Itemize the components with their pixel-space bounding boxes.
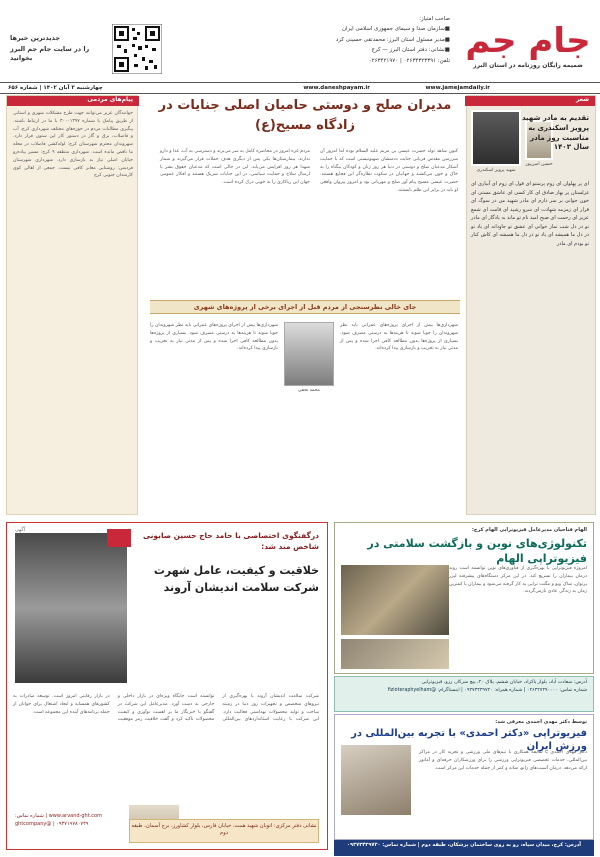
- company-ad-super: درگفتگوی اختصاصی با حامد حاج حسین صابونی شاخص مند شد:: [143, 531, 319, 551]
- poem-column: [466, 95, 596, 515]
- author-caption: محمد نجفی: [298, 388, 320, 393]
- poem-caption: شهید پرویز اسکندری: [476, 168, 516, 173]
- poem-body: ای پر پهلوان ای زوم پرستو ای قول ای زوم ای آبیاری ای غزلستان پر بهار صادق ای کار کسی ای عاشق مستی ای خون جوانی بر سر دارم ای مادر شهید من در سوگ ای قرار ای زمزمه شهادت ای سرو رشید ای قامت ای شمع عزیز ای رحمت ای صبح امید نام تو ماند به یادگار ای مادر تو در دل شب نماز خوانی ای عشق تو جاودانه ای یاد تو در دل ما همیشه ای یاد تو در دل ما همیشه ای کاش کنار تو بودم ای مادر: [471, 181, 589, 247]
- sub-article-text: شهرداری‌ها پیش از اجرای پروژه‌های عمرانی باید نظر شهروندان را جویا شوند تا هزینه‌ها به درستی مصرف شود. بسیاری از پروژه‌ها بدون مطالعه کافی اجرا شده و پس از مدتی نیاز به تخریب و بازسازی پیدا کرده‌اند.: [150, 323, 278, 352]
- sub-article-banner: جای خالی نظرسنجی از مردم قبل از اجرای برخی از پروژه‌های شهری: [150, 300, 460, 314]
- company-logo-badge: [107, 529, 131, 547]
- company-ad-contact[interactable]: www.arvand-ght.com | شماره تماس: ۰۹۳۷۱۹۷۸۰۷۳۹ | @ghtcompany: [15, 813, 102, 827]
- company-ad: [6, 522, 328, 850]
- dateline: [0, 82, 600, 94]
- tech-ad-contact: شماره تماس: ۰۲۶۳۲۷۳۹۰۰۰۰ | شماره همراه: ۰۹۳۷۳۴۳۹۷۲۰ | اینستاگرام: @fizioteraphyelham: [387, 688, 587, 694]
- public-messages-column: [6, 95, 138, 515]
- website-link[interactable]: www.jamejamdaily.ir: [425, 85, 490, 91]
- slogan-line: را در سایت جام جم البرز بخوانید: [10, 44, 90, 62]
- info-line: ■نشانی: دفتر استان البرز — کرج: [371, 47, 450, 54]
- masthead: [0, 0, 600, 80]
- physio-ad-photo: [341, 745, 411, 815]
- company-ad-footer: نشانی دفتر مرکزی: اتوبان شهید همت، خیابان فارس، بلوار کشاورز، برج آسمان، طبقه دوم: [129, 819, 319, 843]
- ad-label: آگهی: [15, 527, 26, 533]
- info-line: ■سازمان صدا و سیمای جمهوری اسلامی ایران: [342, 26, 450, 33]
- article-column: کنون شاهد تولد حضرت عیسی بن مریم علیه السلام بوده اما امروز آن سرزمین مقدس قربانی جنایت ددمنشان صهیونیستی است که با حمایت آشکار مدعیان صلح و دوستی در دنیا هر روز زنان و کودکان بیگناه را به خاک و خون می‌کشند و جهانیان در سکوت نظاره‌گر این فجایع هستند. حضرت عیسی مسیح پیام آور صلح و مهربانی بود و امروز پیروان واقعی او باید در برابر این ظلم بایستند.: [320, 149, 458, 193]
- tech-ad-address: آدرس: سعادت آباد، بلوار پاکزاد، خیابان ششم، پلاک ۲۰، پیچ سرکار، رزو، فیزیوتراپی: [421, 680, 587, 685]
- logo-text: جام جم: [465, 21, 591, 60]
- public-messages-header: پیام‌های مردمی: [7, 96, 139, 106]
- logo: [464, 18, 592, 60]
- info-line: ■مدیر مسئول استان البرز: محمدتقی حسینی کرد: [335, 36, 450, 43]
- physio-ad-text: دکتر مهدی احمدی با سابقه همکاری با تیم‌های ملی ورزشی و تجربه کار در مراکز بین‌المللی، خدمات تخصصی فیزیوتراپی ورزشی را برای ورزشکاران حرفه‌ای و آماتور ارائه می‌دهد. درمان آسیب‌های زانو، شانه و کمر از جمله خدمات این مرکز است.: [419, 750, 587, 771]
- tech-ad-title: تکنولوژی‌های نوین و بازگشت سلامتی در فیزیوتراپی الهام: [367, 537, 587, 565]
- headline-text: مدیران صلح و دوستی حامیان اصلی جنایات در زادگاه مسیح(ع): [158, 98, 452, 133]
- author-photo: [284, 322, 334, 386]
- poem-header: شعر: [465, 96, 595, 106]
- issue-date: چهارشنبه ۳ آبان ۱۴۰۲ | شماره ۶۵۶: [8, 85, 103, 91]
- masthead-subtitle: ضمیمه رایگان روزنامه در استان البرز: [473, 62, 583, 69]
- physio-ad-footer: آدرس: کرج، میدان سپاه، رو به روی ساختمان پزشکان، طبقه دوم | شماره تماس: ۰۹۳۷۳۴۳۹۷۲۰: [334, 840, 594, 856]
- main-headline: [150, 96, 460, 135]
- physio-ad: [334, 714, 594, 840]
- company-ad-title: خلاقیت و کیفیت، عامل شهرت شرکت سلامت اندیشان آروند: [153, 564, 319, 594]
- poem-title: تقدیم به مادر شهید پرویز اسکندری به مناسبت روز مادر سال ۱۴۰۳: [521, 114, 589, 152]
- slogan: [10, 34, 105, 64]
- tech-ad-photo: [341, 565, 449, 635]
- poem-photo-martyr: [471, 110, 521, 166]
- info-line: صاحب امتیاز:: [419, 16, 450, 22]
- tech-physio-ad: [334, 522, 594, 674]
- slogan-line: جدیدترین خبرها: [10, 34, 61, 42]
- info-phone: تلفن: ۰۲۶۳۴۳۲۳۳۹۱ | ۰۲۶۳۴۲۱۹۷۰: [368, 57, 450, 64]
- poem-caption: حسین امین‌پور: [525, 162, 553, 167]
- company-ad-photo: [15, 533, 127, 683]
- physio-ad-title: فیزیوتراپی «دکتر احمدی» با تجربه بین‌المللی در ورزش ایران: [351, 728, 587, 752]
- physio-ad-super: توسط دکتر مهدی احمدی معرفی شد:: [495, 719, 587, 725]
- website-link[interactable]: www.daneshpayam.ir: [303, 85, 370, 91]
- tech-ad-photo: [341, 639, 449, 669]
- tech-ad-super: الهام فتاحیان مدیرعامل فیزیوتراپی الهام کرج:: [471, 527, 587, 533]
- sub-article-text: شهرداری‌ها پیش از اجرای پروژه‌های عمرانی باید نظر شهروندان را جویا شوند تا هزینه‌ها به درستی مصرف شود. بسیاری از پروژه‌ها بدون مطالعه کافی اجرا شده و پس از مدتی نیاز به تخریب و بازسازی پیدا کرده‌اند.: [340, 323, 458, 352]
- article-column: مردم غزه امروز در محاصره کامل به سر می‌برند و دسترسی به آب، غذا و دارو ندارند. بیمارستان‌ها یکی پس از دیگری هدف حملات قرار می‌گیرند و شمار شهدا هر روز افزایش می‌یابد. این در حالی است که مدعیان حقوق بشر با ارسال سلاح و حمایت سیاسی، در این جنایات شریک هستند و افکار عمومی جهان این ریاکاری را به خوبی درک کرده است.: [160, 149, 310, 186]
- masthead-info: [270, 16, 450, 68]
- public-messages-text: خوانندگان عزیز می‌توانند جهت طرح مشکلات شهری و استانی از طریق پیامک با شماره ۳۰۰۰۱۳۹۷ با ما در ارتباط باشند. پیگیری مطالبات مردم در حوزه‌های مختلف شهرداری کرج، آب و فاضلاب، برق و گاز در دستور کار این ستون قرار دارد. شهروندان محترم شهرستان کرج: لوله‌کشی فاضلاب در محله ما ناقص مانده است. شهرداری منطقه ۹ کرج: مسیر پیاده‌رو خیابان اصلی نیاز به بازسازی دارد. شهرداری شهرستان فردیس: روشنایی معابر کافی نیست. جمعی از اهالی کوی کارمندان جنوبی کرج: [13, 111, 133, 179]
- tech-ad-footer: [334, 676, 594, 712]
- tech-ad-text: امروزه فیزیوتراپی با بهره‌گیری از فناوری‌های نوین توانسته است روند درمان بیماران را تسریع کند. در این مرکز دستگاه‌های پیشرفته لیزر پرتوان، شاک ویو و مگنت تراپی به کار گرفته می‌شود و بیماران با کمترین زمان به زندگی عادی بازمی‌گردند.: [448, 566, 587, 595]
- qr-code-icon: [112, 24, 162, 74]
- company-ad-text: شرکت سلامت اندیشان آروند با بهره‌گیری از نیروهای متخصص و تجهیزات روز دنیا در زمینه ساخت و تولید محصولات بهداشتی فعالیت دارد. این شرکت با رعایت استانداردهای بین‌المللی توانسته است جایگاه ویژه‌ای در بازار داخلی و خارجی به دست آورد. مدیرعامل این شرکت در گفتگو با خبرنگار ما بر اهمیت نوآوری و کیفیت محصولات تاکید کرد و گفت خلاقیت رمز موفقیت در بازار رقابتی امروز است. توسعه صادرات به کشورهای همسایه و ایجاد اشتغال برای جوانان از جمله برنامه‌های آینده این مجموعه است.: [13, 694, 319, 723]
